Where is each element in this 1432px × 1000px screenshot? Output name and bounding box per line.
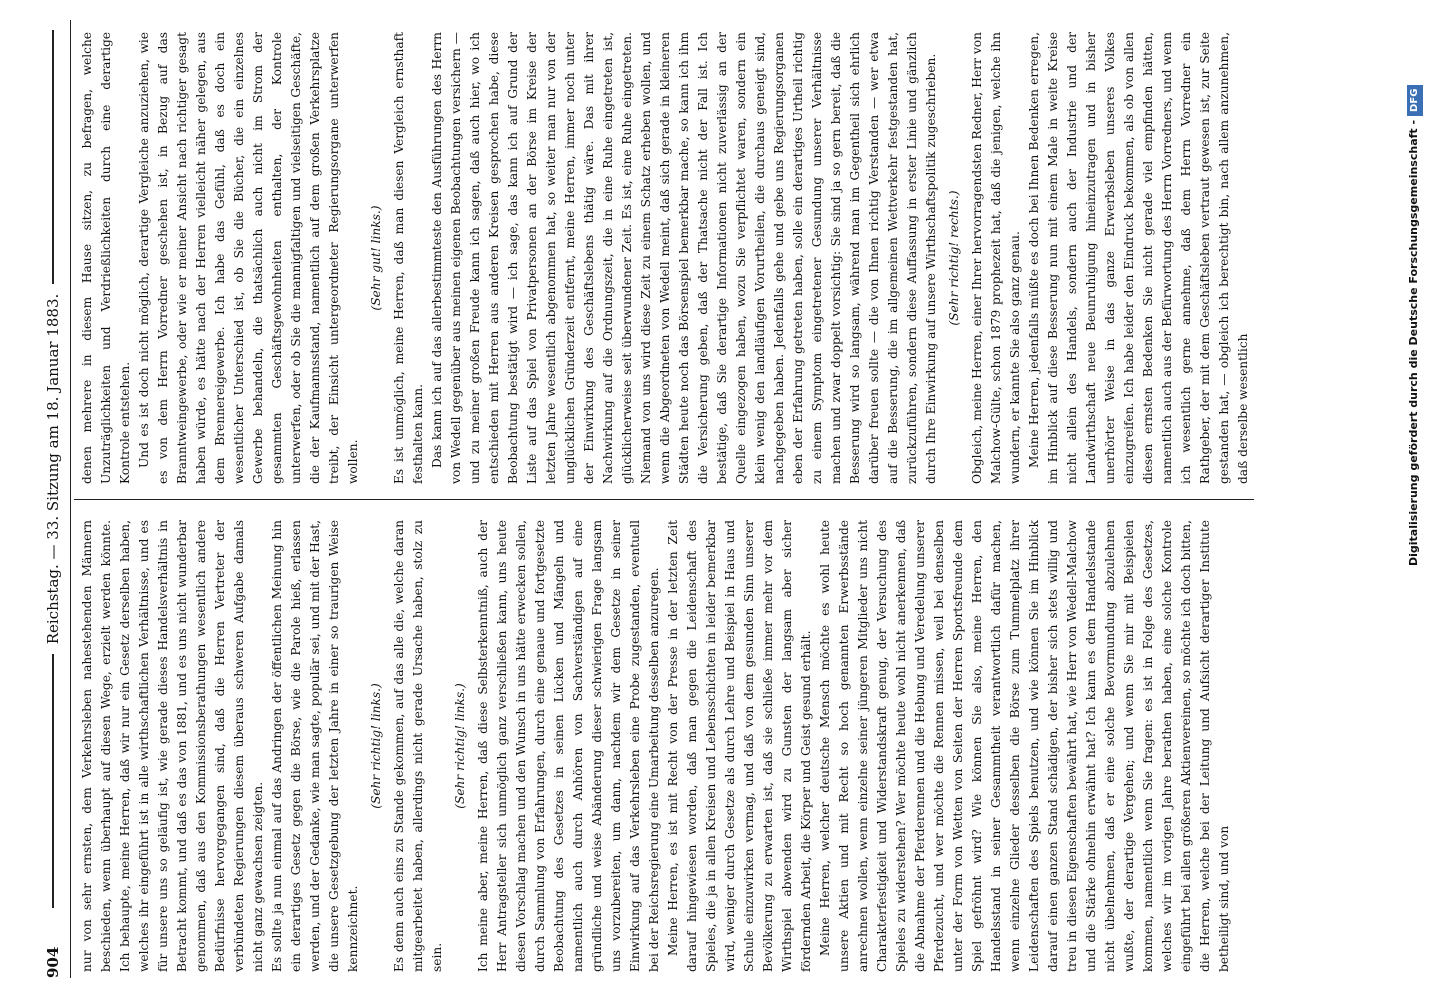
paragraph: Es sollte ja nun einmal auf das Andringen der öffentlichen Meinung hin ein derartiges Gesetz gegen die Börse, wie die Parole hieß, erlassen werden, und der Gedanke, wie man sagte, populär sei, und mit der Hast, die unsere Gesetzgebung der letzten Jahre in einer so traurigen Weise kennzeichnet. bbox=[270, 520, 360, 972]
page-header bbox=[40, 20, 66, 978]
interjection: (Sehr richtig! rechts.) bbox=[947, 190, 961, 326]
running-title: Reichstag. — 33. Sitzung am 18. Januar 1883. bbox=[44, 293, 62, 645]
paragraph: Meine Herren, welcher deutsche Mensch möchte es wohl heute unsere Aktien und mit Recht so hoch genannten Erwerbsstände anrechnen wollen, wenn einzelne seiner jüngeren Mitglieder uns nicht Charakterfestigkeit und Widerstandskraft genug, der Versuchung des Spieles zu widerstehen? Wer möchte heute wohl nicht anerkennen, daß die Abnahme der Pferderennen und die Hebung und Veredelung unserer Pferdezucht, und wer möchte die Rennen missen, weil bei denselben unter der Form von Wetten von Seiten der Herren Sportsfreunde dem Spiel gefröhnt wird? Wie können Sie also, meine Herren, den Handelsstand in seiner Gesammtheit verantwortlich dafür machen, wenn einzelne Glieder desselben die Börse zum Tummelplatz ihrer Leidenschaften des Spiels benutzen, und wie können Sie im Hinblick darauf einen ganzen Stand schädigen, der bisher sich stets willig und treu in diesen Eigenschaften bewährt hat, wie Herr von Wedell-Malchow und die Stärke ohnehin erwähnt hat? Ich kann es dem Handelsstande nicht übelnehmen, daß er eine solche Bevormundung abzulehnen wußte, der derartige Vergehen; und wenn Sie mir mit Beispielen kommen, namentlich wenn Sie fragen: es ist in Folge des Gesetzes, welches wir im vorigen Jahre berathen haben, eine solche Kontrole eingeführt bei allen größeren Aktienvereinen, so möchte ich doch bitten, die Herren, welche bei der Leitung und Aufsicht derartiger Institute betheiligt sind, und von bbox=[818, 520, 1231, 972]
paragraph: Es ist unmöglich, meine Herren, daß man diesen Vergleich ernsthaft festhalten kann. bbox=[392, 32, 425, 484]
column-separator bbox=[74, 499, 1254, 500]
digitization-credit: Digitalisierung gefördert durch die Deutsche Forschungsgemeinschaft - bbox=[1407, 119, 1420, 566]
interjection: (Sehr gut! links.) bbox=[369, 205, 383, 311]
paragraph: Meine Herren, es ist mit Recht von der Presse in der letzten Zeit darauf hingewiesen worden, daß man gegen die Leidenschaft des Spieles, die ja in allen Kreisen und Lebensschichten in leider bemerkbar wird, weniger durch Gesetze als durch Lehre und Beispiel in Haus und Schule einzuwirken vermag, und daß von dem gesunden Sinn unserer Bevölkerung zu erwarten ist, daß sie schließe immer mehr vor dem Wirthspiel abwenden wird zu Gunsten der langsam aber sicher fördernden Arbeit, die Körper und Geist gesund erhält. bbox=[666, 520, 813, 972]
interjection: (Sehr richtig! links.) bbox=[453, 683, 467, 809]
left-column bbox=[78, 520, 1234, 972]
paragraph: denen mehrere in diesem Hause sitzen, zu befragen, welche Unzuträglichkeiten und Verdrießlichkeiten durch eine derartige Kontrole entstehen. bbox=[80, 32, 132, 484]
header-rule-right bbox=[52, 30, 54, 284]
paragraph: Meine Herren, jedenfalls müßte es doch bei Ihnen Bedenken erregen, im Hinblick auf diese Besserung nun mit einem Male in weite Kreise nicht allein des Handels, sondern auch der Industrie und der Landwirthschaft neue Beunruhigung hineinzutragen und in bisher unerhörter Weise in das ganze Erwerbsleben unseres Volkes einzugreifen. Ich habe leider den Eindruck bekommen, als ob von allen diesen ernsten Bedenken Sie nicht gerade viel empfinden hätten, namentlich auch aus der Befürwortung des Herrn Vorredners, und wenn ich wesentlich gerne annehme, daß dem Herrn Vorredner ein Rathgeber, der mit dem Geschäftsleben vertraut gewesen ist, zur Seite gestanden hat, — obgleich ich berechtigt bin, nach allem anzunehmen, daß derselbe wesentlich bbox=[1027, 32, 1250, 484]
paragraph: nur von sehr ernsten, dem Verkehrsleben nahestehenden Männern beschieden, wenn überhaupt auf diesen Wege, erzielt werden könnte. Ich behaupte, meine Herren, daß wir nur ein Gesetz derselben haben, welches ihr eingeführt ist in alle wirthschaftlichen Verhältnisse, und es für unsere uns so geläufig ist, wie gerade dieses Handelsverhältnis in Betracht kommt, und daß es das von 1881, und es uns nicht wunderbar genommen, daß aus den Kommissionsberathungen wesentlich andere Bedürfnisse hervorgegangen sind, daß die Herren Vertreter der verbündeten Regierungen diesem überaus schweren Aufgabe damals nicht ganz gewachsen zeigten. bbox=[80, 520, 265, 972]
right-column bbox=[78, 32, 1253, 484]
paragraph: Und es ist doch nicht möglich, derartige Vergleiche anzuziehen, wie es von dem Herrn Vorredner geschehen ist, in Bezug auf das Branntweingewerbe, oder wie er meiner Ansicht nach richtiger gesagt haben würde, es hätte nach der Herren vielleicht näher gelegen, aus dem Brennereigewerbe. Ich habe das Gefühl, daß es doch ein wesentlicher Unterschied ist, ob Sie die Bücher, die ein einzelnes Gewerbe behandeln, die thatsächlich auch nicht im Strom der gesammten Geschäftsgewohnheiten enthalten, der Kontrole unterwerfen, oder ob Sie die mannigfaltigen und vielseitigen Geschäfte, die der Kaufmannsstand, namentlich auf dem großen Verkehrsplatze treibt, der Einsicht untergeordneter Regierungsorgane unterwerfen wollen. bbox=[137, 32, 360, 484]
digitization-sidebar bbox=[1394, 6, 1426, 566]
header-underline bbox=[70, 20, 71, 978]
paragraph: Obgleich, meine Herren, einer Ihrer hervorragendsten Redner, Herr von Malchow-Gülte, schon 1879 prophezeit hat, daß die jenigen, welche ihn wundern, er kannte Sie also ganz genau. bbox=[970, 32, 1022, 484]
header-rule-left bbox=[52, 654, 54, 908]
page-number: 904 bbox=[44, 946, 62, 978]
paragraph: Ich meine aber, meine Herren, daß diese Selbsterkenntniß, auch der Herr Antragsteller sich unmöglich ganz verschließen kann, uns heute diesen Vorschlag machen und den Wunsch in uns hätte erwecken sollen, durch Sammlung von Erfahrungen, durch eine genaue und fortgesetzte Beobachtung des Gesetzes in seinen Lücken und Mängeln und namentlich auch durch Anhören von Sachverständigen auf eine gründliche und weise Abänderung dieser schwierigen Frage langsam uns vorzubereiten, um dann, nachdem wir dem Gesetze in seiner Einwirkung auf das Verkehrsleben eine Probe zugestanden, eventuell bei der Reichsregierung eine Umarbeitung desselben anzuregen. bbox=[476, 520, 661, 972]
dfg-logo: DFG bbox=[1407, 85, 1423, 116]
paragraph: Das kann ich auf das allerbestimmteste den Ausführungen des Herrn von Wedell gegenüber aus meinen eigenen Beobachtungen versichern — und zu meiner großen Freude kann ich sagen, daß auch hier, wo ich entschieden mit Herren aus anderen Kreisen gesprochen habe, diese Beobachtung bestätigt wird — ich sage, das kann ich auf Grund der Liste auf das Spiel von Privatpersonen an der Börse im Kreise der letzten Jahre wesentlich abgenommen hat, so weiter man nur von der unglücklichen Gründerzeit entfernt, meine Herren, immer noch unter der Einwirkung des Geschäftslebens thätig wäre. Das mit ihrer Nachwirkung auf die Ordnungszeit, die in eine Ruhe eingetreten ist, glücklicherweise seit überwundener Zeit. Es ist, eine Ruhe eingetreten. Niemand von uns wird diese Zeit zu einem Schatz erheben wollen, und wenn die Abgeordneten von Wedell meint, daß sich gerade in kleineren Städten heute noch das Börsenspiel bemerkbar mache, so kann ich ihm die Versicherung geben, daß der Thatsache nicht der Fall ist. Ich bestätige, daß Sie derartige Informationen nicht zuverlässig an der Quelle eingezogen haben, wozu Sie verpflichtet waren, sondern ein klein wenig den landläufigen Vorurtheilen, die durchaus geneigt sind, nachgegeben haben. Jedenfalls gehe und gebe uns Regierungsorganen eben der Erfahrung getreten haben, solle ein derartiges Urtheil richtig zu einem Symptom eingetretener Gesundung unserer Verhältnisse machen und zwar doppelt vorsichtig: Sie sind ja so gern bereit, daß die Besserung wird so langsam, während man im Gegentheil sich ehrlich darüber freuen sollte — die von Ihnen richtig Verstanden — wer etwa auf die Besserung, die im allgemeinen Wettverkehr festgestanden hat, zurückzuführen, sondern diese Auffassung in erster Linie und gänzlich durch Ihre Einwirkung auf unsere Wirthschaftspolitik zugeschrieben. bbox=[430, 32, 938, 484]
paragraph: Es denn auch eins zu Stande gekommen, auf das alle die, welche daran mitgearbeitet haben, allerdings nicht gerade Ursache haben, stolz zu sein. bbox=[392, 520, 444, 972]
interjection: (Sehr richtig! links.) bbox=[369, 683, 383, 809]
